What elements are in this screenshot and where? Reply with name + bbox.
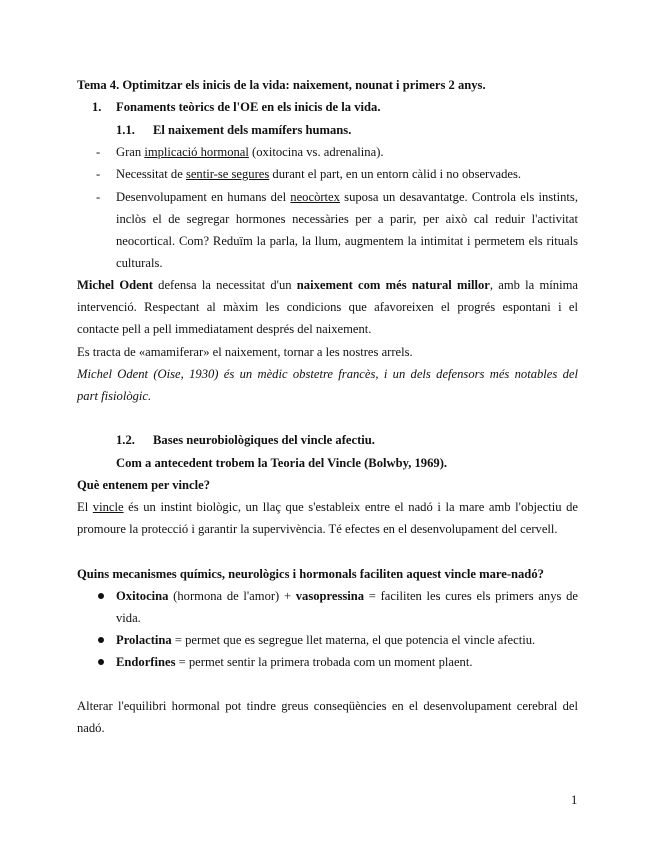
question-vincle: Què entenem per vincle?	[77, 478, 211, 492]
dash-marker: -	[96, 167, 101, 181]
odent-paragraph: Michel Odent defensa la necessitat d'un naixement com més natural millor, amb la mínima	[77, 278, 578, 292]
section-1-2-number: 1.2.	[116, 433, 135, 447]
bullet-item: Oxitocina (hormona de l'amor) + vasopressina = faciliten les cures els primers anys de	[116, 589, 579, 603]
section-1-1-number: 1.1.	[116, 123, 135, 137]
bullet-item: Endorfines = permet sentir la primera trobada com un moment plaent.	[116, 655, 473, 669]
section-1-heading: Fonaments teòrics de l'OE en els inicis de la vida.	[116, 100, 381, 114]
list-item-line: culturals.	[116, 256, 163, 270]
bullet-marker	[98, 659, 104, 665]
page-number: 1	[571, 793, 578, 807]
odent-note: Michel Odent (Oise, 1930) és un mèdic obstetre francès, i un dels defensors més notables del	[77, 367, 578, 381]
list-item: Desenvolupament en humans del neocòrtex suposa un desavantatge. Controla els instints,	[116, 190, 578, 204]
odent-note-line: part fisiològic.	[77, 389, 152, 403]
dash-marker: -	[96, 190, 101, 204]
odent-paragraph-line: intervenció. Respectant al màxim les condicions que afavoreixen el progrés espontani i el	[77, 300, 578, 314]
antecedent-line: Com a antecedent trobem la Teoria del Vincle (Bolwby, 1969).	[116, 456, 448, 470]
list-item-line: inclòs el de segregar hormones necessàries per a parir, per això cal reduir l'activitat	[116, 212, 578, 226]
vincle-paragraph: El vincle és un instint biològic, un llaç que s'estableix entre el nadó i la mare amb l'objectiu de	[77, 500, 578, 514]
list-item-line: neocortical. Com? Reduïm la parla, la llum, augmentem la intimitat i permetem els rituals	[116, 234, 578, 248]
closing-paragraph-line: nadó.	[77, 721, 105, 735]
bullet-item-line: vida.	[116, 611, 141, 625]
bullet-marker	[98, 593, 104, 599]
closing-paragraph: Alterar l'equilibri hormonal pot tindre greus conseqüències en el desenvolupament cerebral del	[77, 699, 578, 713]
question-mechanisms: Quins mecanismes químics, neurològics i hormonals faciliten aquest vincle mare-nadó?	[77, 567, 544, 581]
bullet-item: Prolactina = permet que es segregue llet materna, el que potencia el vincle afectiu.	[116, 633, 536, 647]
dash-marker: -	[96, 145, 101, 159]
list-item: Necessitat de sentir-se segures durant el part, en un entorn càlid i no observades.	[116, 167, 522, 181]
document-title: Tema 4. Optimitzar els inicis de la vida: naixement, nounat i primers 2 anys.	[77, 78, 486, 92]
vincle-paragraph-line: promoure la protecció i garantir la supervivència. Té efectes en el desenvolupament del cervell.	[77, 522, 558, 536]
bullet-marker	[98, 637, 104, 643]
section-1-1-heading: El naixement dels mamífers humans.	[153, 123, 352, 137]
section-1-number: 1.	[92, 100, 102, 114]
list-item: Gran implicació hormonal (oxitocina vs. adrenalina).	[116, 145, 384, 159]
section-1-2-heading: Bases neurobiològiques del vincle afectiu.	[153, 433, 375, 447]
odent-paragraph-line: contacte pell a pell immediatament després del naixement.	[77, 322, 372, 336]
amamiferar-sentence: Es tracta de «amamiferar» el naixement, tornar a les nostres arrels.	[77, 345, 413, 359]
